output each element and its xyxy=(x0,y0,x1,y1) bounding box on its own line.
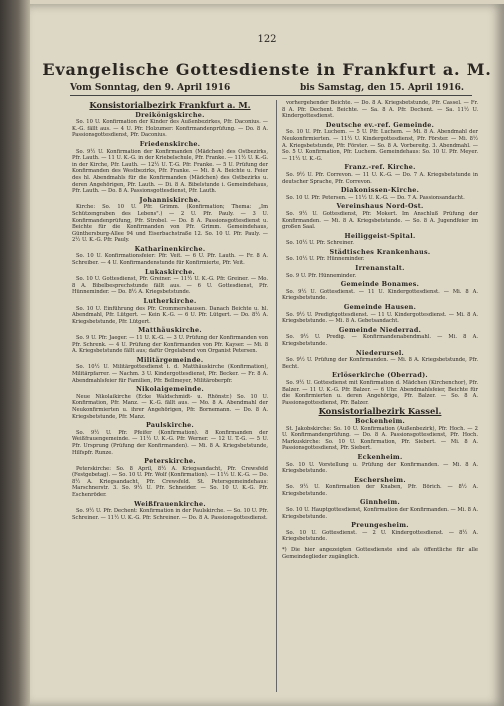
section-heading: Nikolaigemeinde. xyxy=(136,385,204,394)
section-heading: Irrenanstalt. xyxy=(355,264,405,273)
section-heading: Diakonissen-Kirche. xyxy=(340,186,420,195)
date-to: bis Samstag, den 15. April 1916. xyxy=(299,83,464,93)
section-text: So. 10½ U. Militärgottesdienst i. d. Matthäuskirche (Konfirmation), Militärpfarrer. — Nachm. 3 U. Kindergottesdienst, Pfr. Becker. — Fr. 8 A. Abendmahlsfeier für Familien, Pfr. Bellmeyer, Militäroberpfr. xyxy=(72,364,268,384)
section-text: So. 10½ U. Pfr. Hünneminder. xyxy=(286,256,365,263)
date-from: Vom Sonntag, den 9. April 1916 xyxy=(70,83,231,93)
section-heading: Johanniskirche. xyxy=(139,195,201,204)
title-rule xyxy=(70,95,472,96)
section-text: Kirche: So. 10 U. Pfr. Grimm. (Konfirmation; Thema: „Im Schützengraben des Lebens".) — 2 U. Pfr. Pauly. — 3 U. Konfirmandenprüfung, Pfr. Strobel. — Do. 8 A. Passionsgottesdienst u. Beichte für die Konfirmanden von Pfr. Grimm. Gemeindehaus, Günthersburg-Allee 94 und Eiserbachstraße 12. So. 10 U. Pfr. Pauly. — 2½ U. K.-G. Pfr. Pauly. xyxy=(72,204,268,244)
bezirk-heading-frankfurt: Konsistorialbezirk Frankfurt a. M. xyxy=(89,100,251,110)
section-heading: Militärgemeinde. xyxy=(136,355,204,364)
section-heading: Eschersheim. xyxy=(354,475,406,484)
section-text: So. 9½ U. Prüfung der Konfirmanden. — Mi. 8 A. Kriegsbetstunde, Pfr. Becht. xyxy=(282,357,478,370)
book-gutter xyxy=(0,0,30,706)
section-text: So. 10 U. Pfr. Luchem. — 5 U. Pfr. Luchem. — Mi. 8 A. Abendmahl der Neukonfirmierten. — 11½ U. Kindergottesdienst, Pfr. Förster. — Mi. 8½ A. Kriegsbetstunde, Pfr. Förster. — So. 8 A. Vorbereitg. 3. Abendmahl. — So. 5 U. Konfirmation, Pfr. Luchem. Gemeindehaus: So. 10 U. Pfr. Meyer. — 11½ U. K.-G. xyxy=(282,129,478,162)
section-text: Neue Nikolaikirche (Ecke Waldschmidt- u. Rhönstr.) So. 10 U. Konfirmation, Pfr. Manz. — K.-G. fällt aus. — Mo. 8 A. Abendmahl der Neukonfirmierten u. ihrer Angehörigen, Pfr. Bornemann. — Do. 8 A. Kriegsbetstunde, Pfr. Manz. xyxy=(72,393,268,420)
page-title: Evangelische Gottesdienste in Frankfurt a. M. xyxy=(42,60,492,79)
section-heading: Matthäuskirche. xyxy=(138,326,202,335)
section-text: So. 10 U. Konfirmation der Kinder des Außenbezirkes, Pfr. Daconius. — K.-G. fällt aus. — 4 U. Pfr. Holzumer: Konfirmandenprüfung. — Do. 8 A. Passionsgottesdienst, Pfr. Daconius. xyxy=(72,119,268,139)
section-text: So. 9½ U. Pfr. Correvon. — 11 U. K.-G. — Do. 7 A. Kriegsbetstunde in deutscher Sprache, Pfr. Correvon. xyxy=(282,171,478,185)
section-text: So. 9½ U. Konfirmation der Knaben, Pfr. Börich. — 8½ A. Kriegsbetstunde. xyxy=(282,484,478,497)
section-text: vorhergehender Beichte. — Do. 8 A. Kriegsbetstunde, Pfr. Cassel. — Fr. 8 A. Pfr. Dechent. Beichte. — Sa. 8 A. Pfr. Dechent. — Sa. 11½ U. Kindergottesdienst. xyxy=(282,100,478,120)
column-divider xyxy=(276,100,277,692)
section-heading: Erlöserkirche (Oberrad). xyxy=(332,371,428,380)
section-text: So. 10 U. Gottesdienst. — 2 U. Kindergottesdienst. — 8½ A. Kriegsbetstunde. xyxy=(282,529,478,543)
section-text: So. 9½ U. Gottesdienst. — 11 U. Kindergottesdienst. — Mi. 8 A. Kriegsbetstunde. xyxy=(282,288,478,302)
section-heading: Vereinshaus Nord-Ost. xyxy=(336,202,424,211)
footnote: *) Die hier angezeigten Gottesdienste sind als öffentliche für alle Gemeindeglieder zugänglich. xyxy=(282,547,478,560)
section-text: So. 9½ U. Pfr. Pfeifer (Konfirmation). 8 Konfirmanden der Weißfrauengemeinde. — 11½ U. K.-G. Pfr. Werner. — 12 U. T.-G. — 5 U. Pfr. Ursprung (Prüfung der Konfirmanden). — Mi. 8 A. Kriegsbetstunde, Hilfspfr. Runze. xyxy=(72,429,268,456)
section-heading: Preungesheim. xyxy=(351,521,409,530)
section-text: So. 9½ U. Konfirmation der Konfirmanden (Mädchen) des Ostbezirks, Pfr. Lauth. — 11 U. K.-G. in der Kriebelschule, Pfr. Franke. — 11½ U. K.-G. in der Kirche, Pfr. Lauth. — 12½ U. T.-G. Pfr. Franke. — 5 U. Prüfung der Konfirmanden des Westbezirks, Pfr. Franke. — Mi. 8 A. Beichte u. Feier des hl. Abendmahls für die Konfirmanden (Mädchen) des Ostbezirks u. deren Angehörigen, Pfr. Lauth. — Di. 8 A. Bibelstunde i. Gemeindehaus, Pfr. Lauth. — Do. 8 A. Passionsgottesdienst, Pfr. Lauth. xyxy=(72,148,268,195)
section-text: So. 9½ U. Predig. — Konfirmandenabendmahl. — Mi. 8 A. Kriegsbetstunde. xyxy=(282,334,478,347)
date-line xyxy=(70,83,464,93)
section-text: So. 9½ U. Gottesdienst, Pfr. Mokert. Im Anschluß Prüfung der Konfirmanden. — Mi. 8 A. Kriegsbetstunde. — So. 8 A. Jugendfeier im großen Saal. xyxy=(282,210,478,231)
section-heading: Gemeinde Bonames. xyxy=(340,280,420,289)
section-text: So. 10 U. Pfr. Petersen. — 11½ U. K.-G. — Do. 7 A. Passionsandacht. xyxy=(286,194,465,201)
section-text: St. Jakobskirche: So. 10 U. Konfirmation (Außenbezirk), Pfr. Hoch. — 2 U. Konfirmandenprüfung. — Do. 8 A. Passionsgottesdienst, Pfr. Hoch. Markuskirche: So. 10 U. Konfirmation, Pfr. Siebert. — Mi. 8 A. Passionsgottesdienst, Pfr. Siebert. xyxy=(282,425,478,452)
section-heading: Gemeinde Niederrad. xyxy=(338,325,422,334)
section-heading: Lukaskirche. xyxy=(145,267,195,276)
section-text: So. 10 U. Gottesdienst, Pfr. Greiner. — 11½ U. K.-G. Pfr. Greiner. — Mo. 8 A. Bibelbesprechstunde fällt aus. — 6 U. Gottesdienst, Pfr. Hünneminder. — Do. 8½ A. Kriegsbetstunde. xyxy=(72,276,268,296)
section-text: So. 10 U. Hauptgottesdienst, Konfirmation der Konfirmanden. — Mi. 8 A. Kriegsbetstunde. xyxy=(282,507,478,520)
right-column xyxy=(282,100,478,698)
section-heading: Städtisches Krankenhaus. xyxy=(329,247,431,256)
section-heading: Lutherkirche. xyxy=(143,297,197,306)
section-heading: Paulskirche. xyxy=(145,421,195,430)
section-heading: Niederursel. xyxy=(355,348,405,357)
section-text: So. 9½ U. Pfr. Dechent: Konfirmation in der Paulskirche. — So. 10 U. Pfr. Schreiner. — 11½ U. K.-G. Pfr. Schreiner. — Do. 8 A. Passionsgottesdienst. xyxy=(72,508,268,521)
left-column xyxy=(72,100,268,698)
section-text: So. 10 U. Einführung des Pfr. Crommershausen. Danach Beichte u. hl. Abendmahl, Pfr. Lütgert. — Kein K.-G. — 6 U. Pfr. Lütgert. — Do. 8½ A. Kriegsbetstunde, Pfr. Lütgert. xyxy=(72,305,268,325)
section-text: So. 9½ U. Predigtgottesdienst. — 11 U. Kindergottesdienst. — Mi. 8 A. Kriegsbetstunde. — Mi. 8 A. Gebetsandacht. xyxy=(282,311,478,325)
section-heading: Franz.-ref. Kirche. xyxy=(344,163,416,172)
section-text: So. 9 U. Pfr. Hünneminder. xyxy=(286,272,357,279)
section-text: So. 10 U. Vorstellung u. Prüfung der Konfirmanden. — Mi. 8 A. Kriegsbetstunde. xyxy=(282,461,478,475)
section-heading: Gemeinde Hausen. xyxy=(343,303,417,312)
bezirk-heading-kassel: Konsistorialbezirk Kassel. xyxy=(318,406,442,417)
section-heading: Heiliggeist-Spital. xyxy=(344,231,416,240)
section-text: So. 10½ U. Pfr. Schreiner. xyxy=(286,240,354,247)
section-heading: Eckenheim. xyxy=(357,452,403,461)
section-heading: Weißfrauenkirche. xyxy=(134,499,206,508)
section-text: So. 10 U. Konfirmationsfeier: Pfr. Veit. — 6 U. Pfr. Lauth. — Fr. 8 A. Schreiber. — 4 U. Konfirmandenstunde für Konfirmierte, Pfr. Veit. xyxy=(72,253,268,267)
section-text: So. 9 U. Pfr. Jaeger. — 11 U. K.-G. — 3 U. Prüfung der Konfirmanden von Pfr. Schrenk. — 4 U. Prüfung der Konfirmanden von Pfr. Kayser. — Mi. 8 A. Kriegsbetstunde fällt aus; dafür Orgelabend von Organist Petersen. xyxy=(72,335,268,355)
section-heading: Bockenheim. xyxy=(354,416,406,425)
section-heading: Deutsche ev.-ref. Gemeinde. xyxy=(325,120,435,129)
section-heading: Friedenskirche. xyxy=(139,139,201,148)
section-text: So. 9½ U. Gottesdienst mit Konfirmation d. Mädchen (Kirchenchor), Pfr. Balzer. — 11 U. K.-G. Pfr. Balzer. — 6 Uhr. Abendmahlsfeier, Beichte für die Konfirmierten u. deren Angehörige, Pfr. Balzer. — So. 8 A. Passionsgottesdienst, Pfr. Balzer. xyxy=(282,379,478,406)
section-heading: Katharinenkirche. xyxy=(134,244,206,253)
section-heading: Dreikönigskirche. xyxy=(135,110,205,119)
section-heading: Ginnheim. xyxy=(359,498,400,507)
section-text: Peterskirche: So. 8 April, 8½ A. Kriegsandacht, Pfr. Crewsfeld (Festgebetag). — So. 10 U. Pfr. Wolf (Konfirmation). — 11½ U. K.-G. — Do. 8½ A. Kriegsandacht, Pfr. Crewsfeld. St. Petersgemeindehaus: Marschnerstr. 3. So. 9½ U. Pfr. Schneider. — So. 10 U. K.-G. Pfr. Eschenröder. xyxy=(72,465,268,499)
page-number: 122 xyxy=(257,34,277,45)
section-heading: Peterskirche. xyxy=(144,457,196,466)
